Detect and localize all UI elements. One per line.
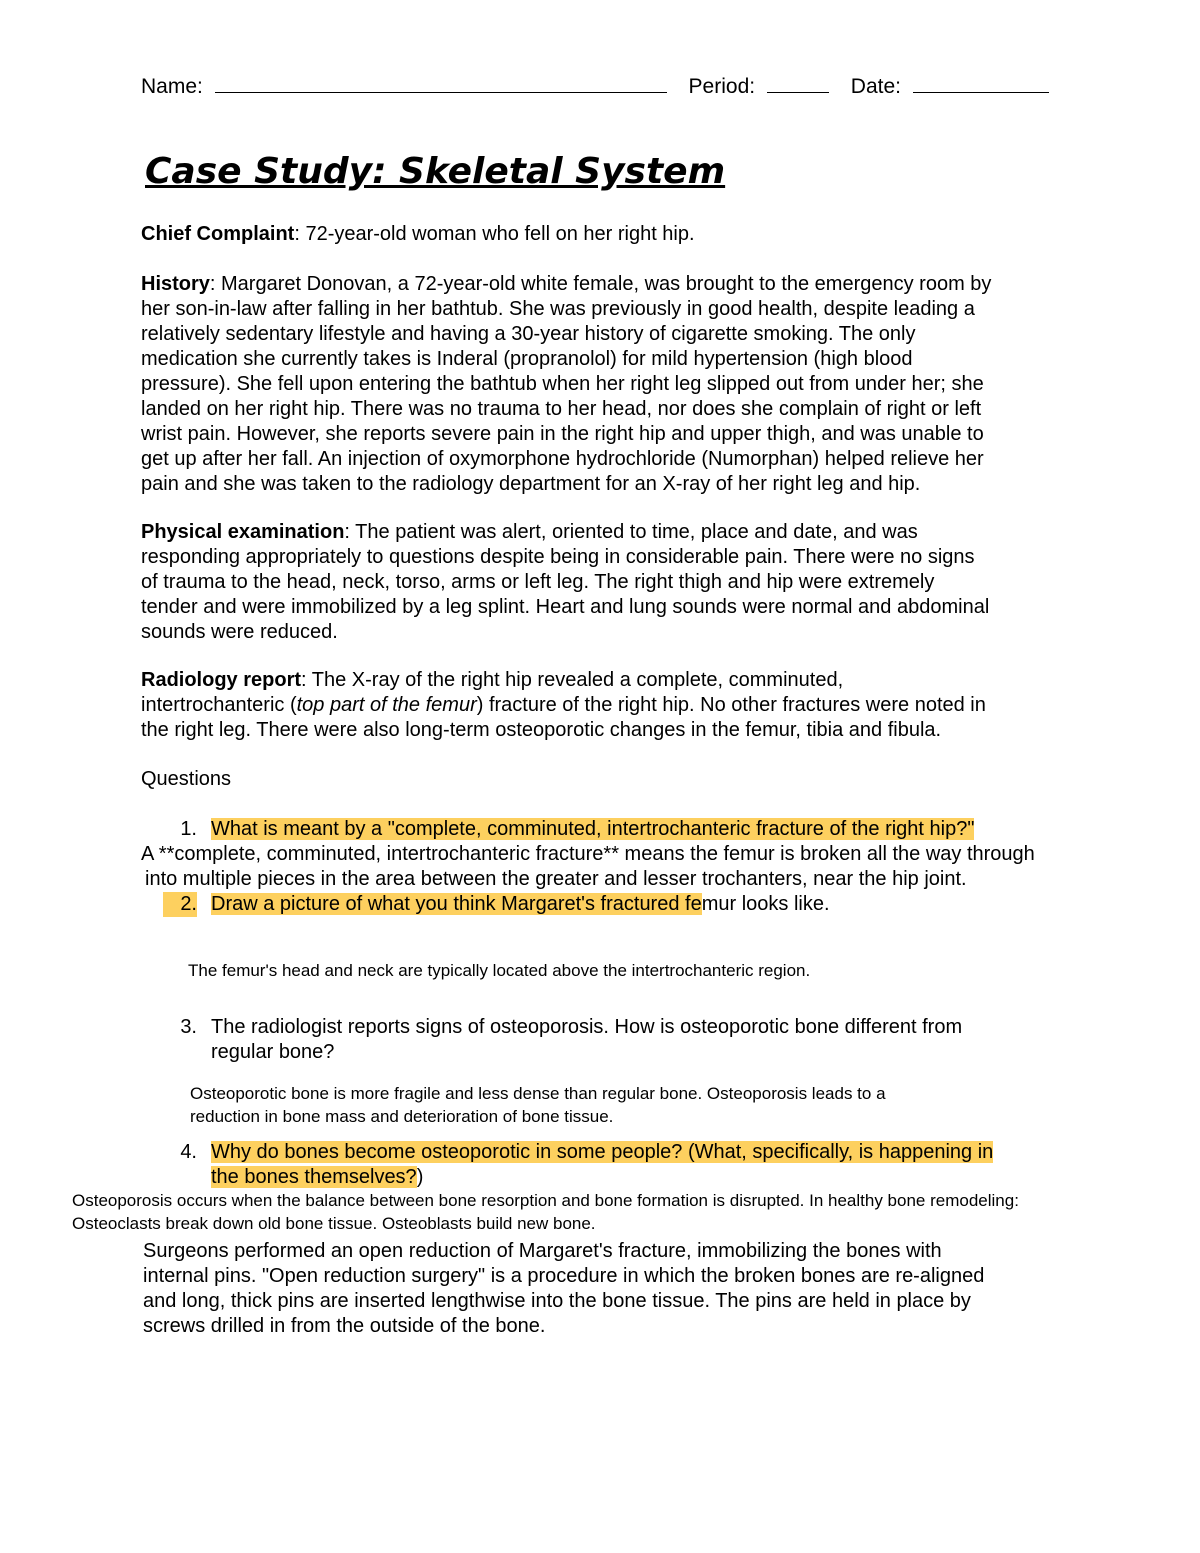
question-4-text-rest: ): [416, 1166, 424, 1188]
physical-line: sounds were reduced.: [141, 621, 338, 643]
history-line: her son-in-law after falling in her bathtub. She was previously in good health, despite leading a: [141, 298, 975, 320]
question-1: [163, 817, 974, 842]
physical-line: responding appropriately to questions despite being in considerable pain. There were no signs: [141, 546, 975, 568]
chief-complaint-text: : 72-year-old woman who fell on her right hip.: [294, 223, 695, 245]
history-line: pain and she was taken to the radiology department for an X-ray of her right leg and hip.: [141, 473, 921, 495]
history-line: relatively sedentary lifestyle and having a 30-year history of cigarette smoking. The only: [141, 323, 916, 345]
question-4-text-line2: [211, 1165, 423, 1190]
radiology-line: the right leg. There were also long-term osteoporotic changes in the femur, tibia and fibula.: [141, 719, 942, 741]
physical-line: tender and were immobilized by a leg splint. Heart and lung sounds were normal and abdominal: [141, 596, 990, 618]
question-number: 1.: [180, 818, 197, 840]
answer-3-line: reduction in bone mass and deterioration of bone tissue.: [190, 1107, 614, 1126]
date-label: Date:: [850, 75, 901, 98]
answer-2: The femur's head and neck are typically located above the intertrochanteric region.: [188, 961, 811, 980]
header-row: [141, 72, 1049, 100]
history-line: : Margaret Donovan, a 72-year-old white female, was brought to the emergency room by: [209, 273, 992, 295]
history-section: [141, 272, 991, 497]
history-line: medication she currently takes is Inderal (propranolol) for mild hypertension (high blood: [141, 348, 913, 370]
question-1-text: What is meant by a "complete, comminuted, intertrochanteric fracture of the right hip?": [211, 818, 975, 840]
question-3: [163, 1015, 962, 1040]
history-label: History: [141, 273, 210, 295]
chief-complaint: [141, 222, 695, 247]
physical-line: of trauma to the head, neck, torso, arms or left leg. The right thigh and hip were extremely: [141, 571, 935, 593]
physical-line: : The patient was alert, oriented to time, place and date, and was: [344, 521, 918, 543]
surgery-line: Surgeons performed an open reduction of Margaret's fracture, immobilizing the bones with: [143, 1240, 942, 1262]
history-line: landed on her right hip. There was no trauma to her head, nor does she complain of right or left: [141, 398, 982, 420]
question-2-text-rest: mur looks like.: [701, 893, 830, 915]
physical-section: [141, 520, 989, 645]
question-3-text: The radiologist reports signs of osteoporosis. How is osteoporotic bone different from: [211, 1016, 963, 1038]
chief-complaint-label: Chief Complaint: [141, 223, 295, 245]
radiology-line: ) fracture of the right hip. No other fractures were noted in: [476, 694, 986, 716]
radiology-section: [141, 668, 986, 743]
name-label: Name:: [141, 75, 203, 98]
radiology-italic: top part of the femur: [296, 694, 477, 716]
history-line: wrist pain. However, she reports severe pain in the right hip and upper thigh, and was unable to: [141, 423, 984, 445]
question-4: [163, 1140, 993, 1165]
question-3-text: regular bone?: [211, 1041, 335, 1063]
surgery-paragraph: [143, 1239, 984, 1339]
radiology-label: Radiology report: [141, 669, 302, 691]
radiology-line: : The X-ray of the right hip revealed a complete, comminuted,: [301, 669, 844, 691]
date-blank[interactable]: [913, 72, 1049, 93]
name-blank[interactable]: [215, 72, 667, 93]
period-label: Period:: [688, 75, 756, 98]
question-2-text: Draw a picture of what you think Margaret's fractured fe: [211, 893, 702, 915]
surgery-line: screws drilled in from the outside of the bone.: [143, 1315, 546, 1337]
question-4-text: the bones themselves?: [211, 1166, 417, 1188]
answer-4-line: Osteoporosis occurs when the balance between bone resorption and bone formation is disrupted. In healthy bone remodeling:: [72, 1191, 1019, 1210]
radiology-line: intertrochanteric (: [141, 694, 297, 716]
history-line: get up after her fall. An injection of oxymorphone hydrochloride (Numorphan) helped relieve her: [141, 448, 984, 470]
history-line: pressure). She fell upon entering the bathtub when her right leg slipped out from under her; she: [141, 373, 984, 395]
answer-3-line: Osteoporotic bone is more fragile and less dense than regular bone. Osteoporosis leads to a: [190, 1084, 886, 1103]
answer-1-line: A **complete, comminuted, intertrochanteric fracture** means the femur is broken all the way through: [141, 843, 1035, 865]
period-blank[interactable]: [767, 72, 829, 93]
question-4-text: Why do bones become osteoporotic in some people? (What, specifically, is happening in: [211, 1141, 994, 1163]
answer-1-line: into multiple pieces in the area between the greater and lesser trochanters, near the hip joint.: [145, 868, 967, 890]
questions-heading: Questions: [141, 768, 232, 790]
physical-label: Physical examination: [141, 521, 345, 543]
surgery-line: internal pins. "Open reduction surgery" is a procedure in which the broken bones are re-aligned: [143, 1265, 985, 1287]
question-number: 3.: [180, 1016, 197, 1038]
page-title: Case Study: Skeletal System: [145, 151, 726, 192]
question-2: [163, 892, 830, 917]
surgery-line: and long, thick pins are inserted lengthwise into the bone tissue. The pins are held in place by: [143, 1290, 971, 1312]
question-number: 4.: [180, 1141, 197, 1163]
answer-4-line: Osteoclasts break down old bone tissue. Osteoblasts build new bone.: [72, 1214, 596, 1233]
question-number: 2.: [163, 892, 197, 917]
